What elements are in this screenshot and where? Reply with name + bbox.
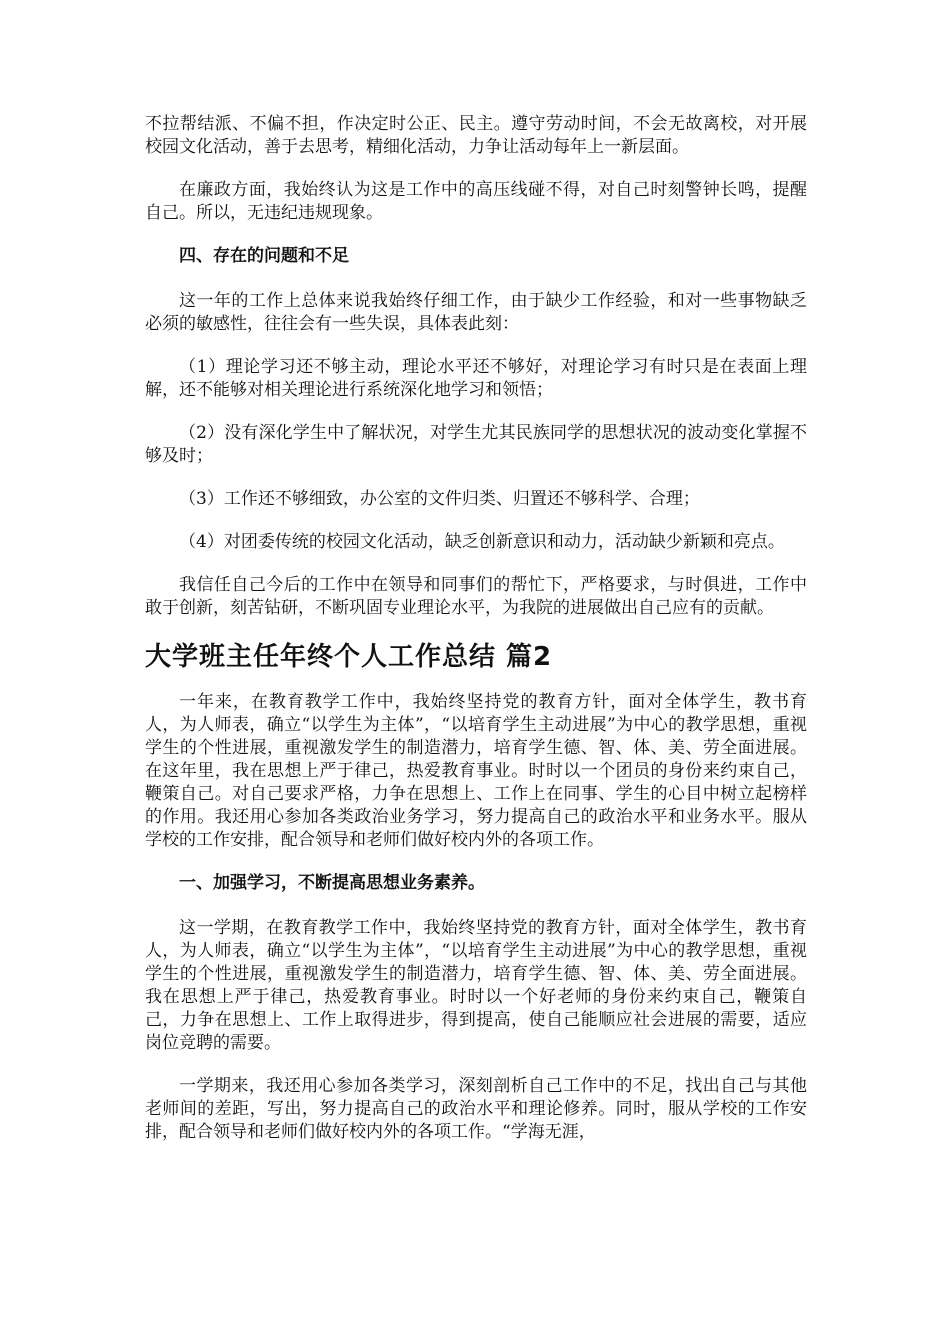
- paragraph: 这一学期，在教育教学工作中，我始终坚持党的教育方针，面对全体学生，教书育人，为人师表，确立“以学生为主体”，“以培育学生主动进展”为中心的教学思想，重视学生的个性进展，重视激发学生的制造潜力，培育学生德、智、体、美、劳全面进展。我在思想上严于律己，热爱教育事业。时时以一个好老师的身份来约束自己，鞭策自己，力争在思想上、工作上取得进步，得到提高，使自己能顺应社会进展的需要，适应岗位竞聘的需要。: [145, 918, 807, 1053]
- section-heading: 一、加强学习，不断提高思想业务素养。: [179, 873, 485, 893]
- paragraph: 一学期来，我还用心参加各类学习，深刻剖析自己工作中的不足，找出自己与其他老师间的差距，写出，努力提高自己的政治水平和理论修养。同时，服从学校的工作安排，配合领导和老师们做好校内外的各项工作。“学海无涯，: [145, 1076, 807, 1142]
- paragraph: 在廉政方面，我始终认为这是工作中的高压线碰不得，对自己时刻警钟长鸣，提醒自己。所以，无违纪违规现象。: [145, 180, 807, 223]
- paragraph: 不拉帮结派、不偏不担，作决定时公正、民主。遵守劳动时间，不会无故离校，对开展校园文化活动，善于去思考，精细化活动，力争让活动每年上一新层面。: [145, 114, 807, 157]
- paragraph: 一年来，在教育教学工作中，我始终坚持党的教育方针，面对全体学生，教书育人，为人师表，确立“以学生为主体”，“以培育学生主动进展”为中心的教学思想，重视学生的个性进展，重视激发学生的制造潜力，培育学生德、智、体、美、劳全面进展。在这年里，我在思想上严于律己，热爱教育事业。时时以一个团员的身份来约束自己，鞭策自己。对自己要求严格，力争在思想上、工作上在同事、学生的心目中树立起榜样的作用。我还用心参加各类政治业务学习，努力提高自己的政治水平和业务水平。服从学校的工作安排，配合领导和老师们做好校内外的各项工作。: [145, 692, 807, 850]
- document-page: [145, 113, 807, 1164]
- paragraph: 这一年的工作上总体来说我始终仔细工作，由于缺少工作经验，和对一些事物缺乏必须的敏感性，往往会有一些失误，具体表此刻：: [145, 291, 807, 334]
- list-item: （3）工作还不够细致，办公室的文件归类、归置还不够科学、合理；: [179, 489, 700, 509]
- list-item: （2）没有深化学生中了解状况，对学生尤其民族同学的思想状况的波动变化掌握不够及时；: [145, 423, 807, 466]
- section-heading: 四、存在的问题和不足: [179, 246, 349, 266]
- paragraph: 我信任自己今后的工作中在领导和同事们的帮忙下，严格要求，与时俱进，工作中敢于创新，刻苦钻研，不断巩固专业理论水平，为我院的进展做出自己应有的贡献。: [145, 575, 807, 618]
- list-item: （4）对团委传统的校园文化活动，缺乏创新意识和动力，活动缺少新颖和亮点。: [179, 532, 785, 552]
- document-section-title: 大学班主任年终个人工作总结 篇2: [145, 642, 553, 672]
- list-item: （1）理论学习还不够主动，理论水平还不够好，对理论学习有时只是在表面上理解，还不能够对相关理论进行系统深化地学习和领悟；: [145, 357, 807, 400]
